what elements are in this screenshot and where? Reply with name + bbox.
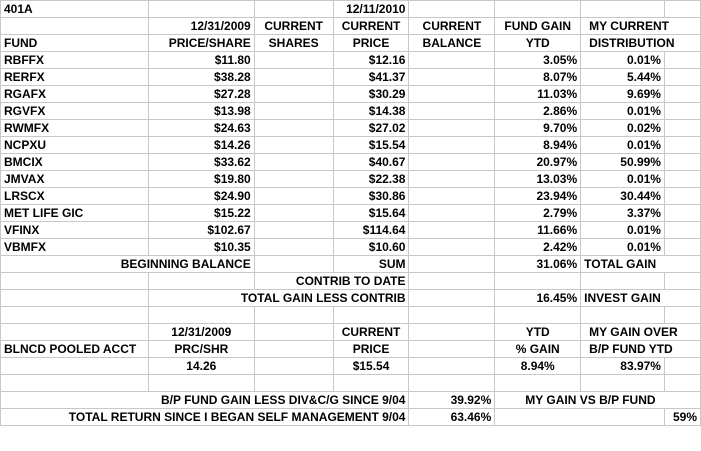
cell[interactable] <box>1 324 149 341</box>
cell[interactable] <box>254 307 333 324</box>
cell[interactable] <box>409 290 495 307</box>
cell[interactable] <box>409 375 495 392</box>
fund-ytd[interactable]: 2.79% <box>495 205 581 222</box>
fund-distribution[interactable]: 0.02% <box>581 120 665 137</box>
cell[interactable] <box>664 307 700 324</box>
fund-price-share[interactable]: $24.90 <box>148 188 254 205</box>
fund-ytd[interactable]: 11.66% <box>495 222 581 239</box>
fund-price-share[interactable]: $33.62 <box>148 154 254 171</box>
fund-price-share[interactable]: $13.98 <box>148 103 254 120</box>
invest-gain-value[interactable]: 16.45% <box>495 290 581 307</box>
total-return-value[interactable]: 63.46% <box>409 409 495 426</box>
bp-fund-gain-value[interactable]: 39.92% <box>409 392 495 409</box>
fund-name[interactable]: BMCIX <box>1 154 149 171</box>
header-current-balance-1[interactable]: CURRENT <box>409 18 495 35</box>
cell[interactable] <box>664 273 700 290</box>
table-row <box>1 86 701 103</box>
cell[interactable] <box>664 239 700 256</box>
fund-distribution[interactable]: 0.01% <box>581 239 665 256</box>
fund-distribution[interactable]: 0.01% <box>581 103 665 120</box>
fund-price[interactable]: $14.38 <box>333 103 409 120</box>
cell[interactable] <box>664 52 700 69</box>
fund-balance[interactable] <box>409 120 495 137</box>
table-row <box>1 222 701 239</box>
pooled-my-gain-over[interactable]: MY GAIN OVER <box>581 324 701 341</box>
fund-ytd[interactable]: 20.97% <box>495 154 581 171</box>
table-row <box>1 120 701 137</box>
pooled-prc-value[interactable]: 14.26 <box>148 358 254 375</box>
fund-shares[interactable] <box>254 120 333 137</box>
fund-name[interactable]: RBFFX <box>1 52 149 69</box>
pooled-current[interactable]: CURRENT <box>333 324 409 341</box>
fund-price-share[interactable]: $102.67 <box>148 222 254 239</box>
cell[interactable] <box>409 358 495 375</box>
cell[interactable] <box>664 171 700 188</box>
cell[interactable] <box>409 341 495 358</box>
cell[interactable] <box>1 290 149 307</box>
fund-price[interactable]: $40.67 <box>333 154 409 171</box>
cell[interactable] <box>148 1 254 18</box>
cell[interactable] <box>581 307 665 324</box>
fund-name[interactable]: RERFX <box>1 69 149 86</box>
contrib-to-date-label[interactable]: CONTRIB TO DATE <box>254 273 409 290</box>
bp-fund-gain-label[interactable]: B/P FUND GAIN LESS DIV&C/G SINCE 9/04 <box>1 392 409 409</box>
cell[interactable] <box>664 358 700 375</box>
fund-balance[interactable] <box>409 154 495 171</box>
fund-distribution[interactable]: 9.69% <box>581 86 665 103</box>
invest-gain-label[interactable]: INVEST GAIN <box>581 290 701 307</box>
fund-price[interactable]: $27.02 <box>333 120 409 137</box>
fund-price-share[interactable]: $27.28 <box>148 86 254 103</box>
fund-distribution[interactable]: 0.01% <box>581 171 665 188</box>
pooled-prc-shr[interactable]: PRC/SHR <box>148 341 254 358</box>
fund-distribution[interactable]: 50.99% <box>581 154 665 171</box>
fund-ytd[interactable]: 23.94% <box>495 188 581 205</box>
fund-balance[interactable] <box>409 222 495 239</box>
cell[interactable] <box>1 307 149 324</box>
fund-name[interactable]: RGVFX <box>1 103 149 120</box>
header-current-shares-1[interactable]: CURRENT <box>254 18 333 35</box>
fund-ytd[interactable]: 2.86% <box>495 103 581 120</box>
fund-price-share[interactable]: $15.22 <box>148 205 254 222</box>
fund-price-share[interactable]: $19.80 <box>148 171 254 188</box>
cell[interactable] <box>495 409 665 426</box>
my-gain-vs-bp-value[interactable]: 59% <box>664 409 700 426</box>
fund-name[interactable]: JMVAX <box>1 171 149 188</box>
pooled-date[interactable]: 12/31/2009 <box>148 324 254 341</box>
cell[interactable] <box>1 358 149 375</box>
fund-balance[interactable] <box>409 239 495 256</box>
table-row <box>1 188 701 205</box>
fund-ytd[interactable]: 13.03% <box>495 171 581 188</box>
header-fund-gain[interactable]: FUND GAIN <box>495 18 581 35</box>
cell[interactable] <box>495 273 581 290</box>
header-date1[interactable]: 12/31/2009 <box>148 18 254 35</box>
fund-price[interactable]: $15.54 <box>333 137 409 154</box>
fund-shares[interactable] <box>254 188 333 205</box>
cell[interactable] <box>581 1 665 18</box>
fund-price[interactable]: $114.64 <box>333 222 409 239</box>
header-current-price-1[interactable]: CURRENT <box>333 18 409 35</box>
cell[interactable] <box>581 375 665 392</box>
fund-balance[interactable] <box>409 137 495 154</box>
cell[interactable] <box>409 324 495 341</box>
cell[interactable] <box>148 375 254 392</box>
fund-balance[interactable] <box>409 171 495 188</box>
header-date2[interactable]: 12/11/2010 <box>333 1 409 18</box>
pooled-price[interactable]: PRICE <box>333 341 409 358</box>
pooled-ytd[interactable]: YTD <box>495 324 581 341</box>
cell[interactable] <box>664 86 700 103</box>
pooled-gain-value[interactable]: 8.94% <box>495 358 581 375</box>
fund-distribution[interactable]: 5.44% <box>581 69 665 86</box>
fund-price-share[interactable]: $11.80 <box>148 52 254 69</box>
fund-price[interactable]: $41.37 <box>333 69 409 86</box>
cell[interactable] <box>333 375 409 392</box>
fund-distribution[interactable]: 0.01% <box>581 52 665 69</box>
fund-price-share[interactable]: $24.63 <box>148 120 254 137</box>
cell[interactable] <box>409 273 495 290</box>
cell[interactable] <box>409 307 495 324</box>
cell[interactable] <box>254 324 333 341</box>
header-price-share[interactable]: PRICE/SHARE <box>148 35 254 52</box>
pooled-account-label[interactable]: BLNCD POOLED ACCT <box>1 341 149 358</box>
cell[interactable] <box>1 18 149 35</box>
pooled-bp-fund-ytd[interactable]: B/P FUND YTD <box>581 341 701 358</box>
fund-name[interactable]: LRSCX <box>1 188 149 205</box>
table-row <box>1 137 701 154</box>
fund-price-share[interactable]: $14.26 <box>148 137 254 154</box>
fund-name[interactable]: NCPXU <box>1 137 149 154</box>
header-balance[interactable]: BALANCE <box>409 35 495 52</box>
sum-label[interactable]: SUM <box>333 256 409 273</box>
cell[interactable] <box>581 273 665 290</box>
fund-balance[interactable] <box>409 52 495 69</box>
fund-price[interactable]: $15.64 <box>333 205 409 222</box>
beginning-balance-label[interactable]: BEGINNING BALANCE <box>1 256 255 273</box>
cell[interactable] <box>254 358 333 375</box>
cell[interactable] <box>664 69 700 86</box>
cell[interactable] <box>664 154 700 171</box>
pooled-price-value[interactable]: $15.54 <box>333 358 409 375</box>
cell[interactable] <box>148 273 254 290</box>
cell[interactable] <box>254 256 333 273</box>
fund-shares[interactable] <box>254 154 333 171</box>
fund-balance[interactable] <box>409 205 495 222</box>
table-row <box>1 239 701 256</box>
cell[interactable] <box>664 188 700 205</box>
table-row <box>1 69 701 86</box>
cell[interactable] <box>254 375 333 392</box>
cell[interactable] <box>409 256 495 273</box>
cell[interactable] <box>409 1 495 18</box>
cell[interactable] <box>148 307 254 324</box>
pooled-pct-gain[interactable]: % GAIN <box>495 341 581 358</box>
fund-rows <box>1 52 701 256</box>
fund-shares[interactable] <box>254 103 333 120</box>
cell[interactable] <box>664 120 700 137</box>
my-gain-vs-bp-label[interactable]: MY GAIN VS B/P FUND <box>495 392 701 409</box>
cell[interactable] <box>664 222 700 239</box>
fund-price[interactable]: $10.60 <box>333 239 409 256</box>
fund-distribution[interactable]: 0.01% <box>581 137 665 154</box>
fund-ytd[interactable]: 2.42% <box>495 239 581 256</box>
total-gain-label[interactable]: TOTAL GAIN <box>581 256 701 273</box>
total-gain-value[interactable]: 31.06% <box>495 256 581 273</box>
fund-balance[interactable] <box>409 69 495 86</box>
fund-price-share[interactable]: $38.28 <box>148 69 254 86</box>
fund-shares[interactable] <box>254 239 333 256</box>
fund-ytd[interactable]: 8.94% <box>495 137 581 154</box>
header-fund[interactable]: FUND <box>1 35 149 52</box>
fund-shares[interactable] <box>254 171 333 188</box>
table-row <box>1 154 701 171</box>
fund-balance[interactable] <box>409 103 495 120</box>
fund-price[interactable]: $12.16 <box>333 52 409 69</box>
cell[interactable] <box>495 1 581 18</box>
cell[interactable] <box>1 273 149 290</box>
fund-name[interactable]: RGAFX <box>1 86 149 103</box>
header-ytd[interactable]: YTD <box>495 35 581 52</box>
table-row <box>1 205 701 222</box>
fund-name[interactable]: RWMFX <box>1 120 149 137</box>
fund-price-share[interactable]: $10.35 <box>148 239 254 256</box>
cell[interactable] <box>664 375 700 392</box>
fund-shares[interactable] <box>254 86 333 103</box>
header-shares[interactable]: SHARES <box>254 35 333 52</box>
fund-balance[interactable] <box>409 86 495 103</box>
fund-ytd[interactable]: 8.07% <box>495 69 581 86</box>
cell[interactable] <box>664 1 700 18</box>
table-row <box>1 171 701 188</box>
fund-name[interactable]: MET LIFE GIC <box>1 205 149 222</box>
fund-price[interactable]: $30.86 <box>333 188 409 205</box>
cell[interactable] <box>254 1 333 18</box>
total-return-label[interactable]: TOTAL RETURN SINCE I BEGAN SELF MANAGEMENT 9/04 <box>1 409 409 426</box>
fund-ytd[interactable]: 11.03% <box>495 86 581 103</box>
table-row <box>1 103 701 120</box>
fund-shares[interactable] <box>254 205 333 222</box>
cell[interactable] <box>254 341 333 358</box>
cell[interactable] <box>664 137 700 154</box>
cell[interactable] <box>495 307 581 324</box>
fund-price[interactable]: $30.29 <box>333 86 409 103</box>
sheet-title[interactable]: 401A <box>1 1 149 18</box>
header-distribution[interactable]: DISTRIBUTION <box>581 35 701 52</box>
fund-shares[interactable] <box>254 69 333 86</box>
cell[interactable] <box>333 307 409 324</box>
header-my-current[interactable]: MY CURRENT <box>581 18 701 35</box>
fund-balance[interactable] <box>409 188 495 205</box>
total-gain-less-contrib-label[interactable]: TOTAL GAIN LESS CONTRIB <box>148 290 409 307</box>
fund-name[interactable]: VBMFX <box>1 239 149 256</box>
fund-shares[interactable] <box>254 52 333 69</box>
table-row <box>1 52 701 69</box>
header-price[interactable]: PRICE <box>333 35 409 52</box>
fund-shares[interactable] <box>254 137 333 154</box>
fund-distribution[interactable]: 3.37% <box>581 205 665 222</box>
fund-price[interactable]: $22.38 <box>333 171 409 188</box>
fund-distribution[interactable]: 30.44% <box>581 188 665 205</box>
fund-name[interactable]: VFINX <box>1 222 149 239</box>
cell[interactable] <box>664 205 700 222</box>
fund-shares[interactable] <box>254 222 333 239</box>
cell[interactable] <box>495 375 581 392</box>
fund-ytd[interactable]: 9.70% <box>495 120 581 137</box>
fund-ytd[interactable]: 3.05% <box>495 52 581 69</box>
fund-distribution[interactable]: 0.01% <box>581 222 665 239</box>
cell[interactable] <box>1 375 149 392</box>
cell[interactable] <box>664 103 700 120</box>
pooled-over-value[interactable]: 83.97% <box>581 358 665 375</box>
